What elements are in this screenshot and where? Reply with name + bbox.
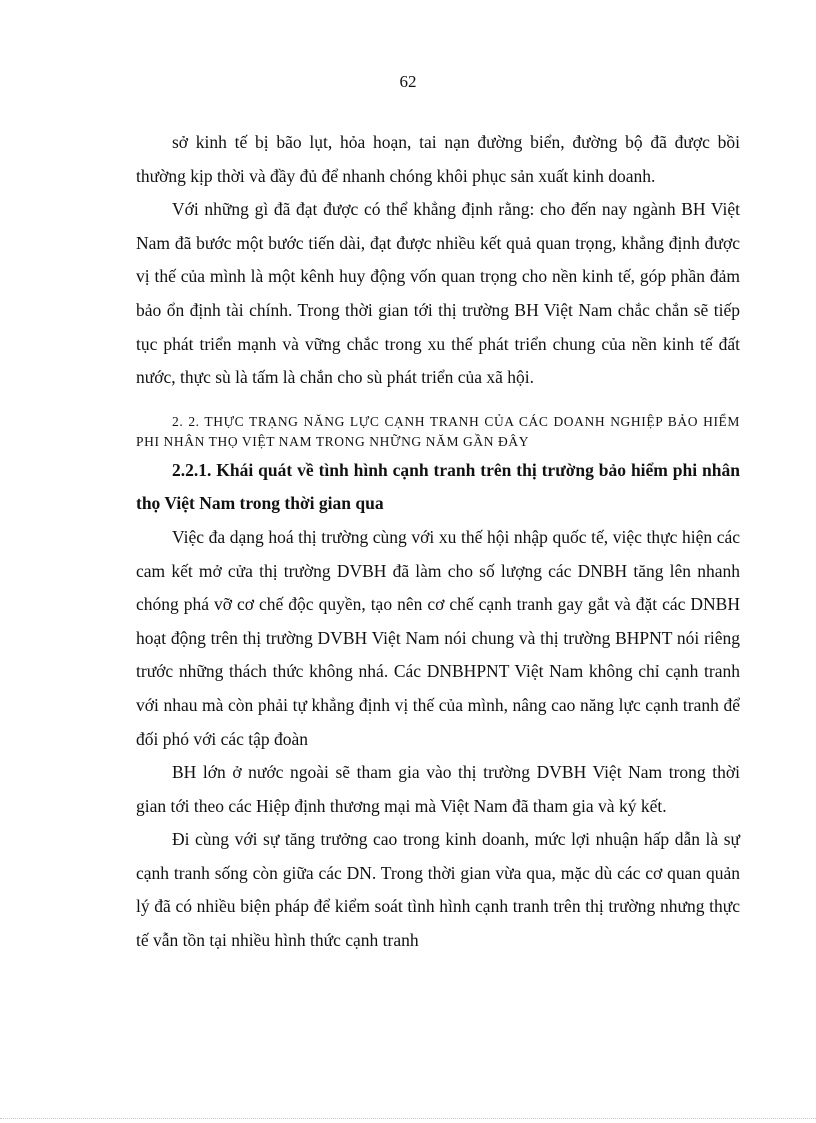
page-content bbox=[136, 126, 740, 958]
page-bottom-rule bbox=[0, 1118, 816, 1119]
page-number: 62 bbox=[399, 72, 417, 91]
paragraph-competition: Đi cùng với sự tăng trưởng cao trong kinh doanh, mức lợi nhuận hấp dẫn là sự cạnh tranh sống còn giữa các DN. Trong thời gian vừa qua, mặc dù các cơ quan quản lý đã có nhiều biện pháp để kiểm soát tình hình cạnh tranh trên thị trường nhưng thực tế vẫn tồn tại nhiều hình thức cạnh tranh bbox=[136, 829, 740, 951]
section-heading: 2. 2. THỰC TRẠNG NĂNG LỰC CẠNH TRANH CỦA CÁC DOANH NGHIỆP BẢO HIỂM PHI NHÂN THỌ VIỆT NAM TRONG NHỮNG NĂM GẦN ĐÂY bbox=[136, 413, 740, 449]
paragraph-achievements: Với những gì đã đạt được có thể khẳng định rằng: cho đến nay ngành BH Việt Nam đã bước một bước tiến dài, đạt được nhiều kết quả quan trọng, khẳng định được vị thế của mình là một kênh huy động vốn quan trọng cho nền kinh tế, góp phần đảm bảo ổn định tài chính. Trong thời gian tới thị trường BH Việt Nam chắc chắn sẽ tiếp tục phát triển mạnh và vững chắc trong xu thế phát triển chung của nền kinh tế đất nước, thực sù là tấm là chắn cho sù phát triển của xã hội. bbox=[136, 199, 740, 388]
subsection-heading: 2.2.1. Khái quát về tình hình cạnh tranh trên thị trường bảo hiểm phi nhân thọ Việt Nam trong thời gian qua bbox=[136, 459, 740, 514]
paragraph-continuation: sở kinh tế bị bão lụt, hỏa hoạn, tai nạn đường biển, đường bộ đã được bồi thường kịp thời và đầy đủ để nhanh chóng khôi phục sản xuất kinh doanh. bbox=[136, 132, 740, 186]
paragraph-foreign-groups: BH lớn ở nước ngoài sẽ tham gia vào thị trường DVBH Việt Nam trong thời gian tới theo các Hiệp định thương mại mà Việt Nam đã tham gia và ký kết. bbox=[136, 762, 740, 816]
paragraph-market-diversification: Việc đa dạng hoá thị trường cùng với xu thế hội nhập quốc tế, việc thực hiện các cam kết mở cửa thị trường DVBH đã làm cho số lượng các DNBH tăng lên nhanh chóng phá vỡ cơ chế độc quyền, tạo nên cơ chế cạnh tranh gay gắt và đặt các DNBH hoạt động trên thị trường DVBH Việt Nam nói chung và thị trường BHPNT nói riêng trước những thách thức không nhá. Các DNBHPNT Việt Nam không chỉ cạnh tranh với nhau mà còn phải tự khẳng định vị thế của mình, nâng cao năng lực cạnh tranh để đối phó với các tập đoàn bbox=[136, 526, 740, 749]
